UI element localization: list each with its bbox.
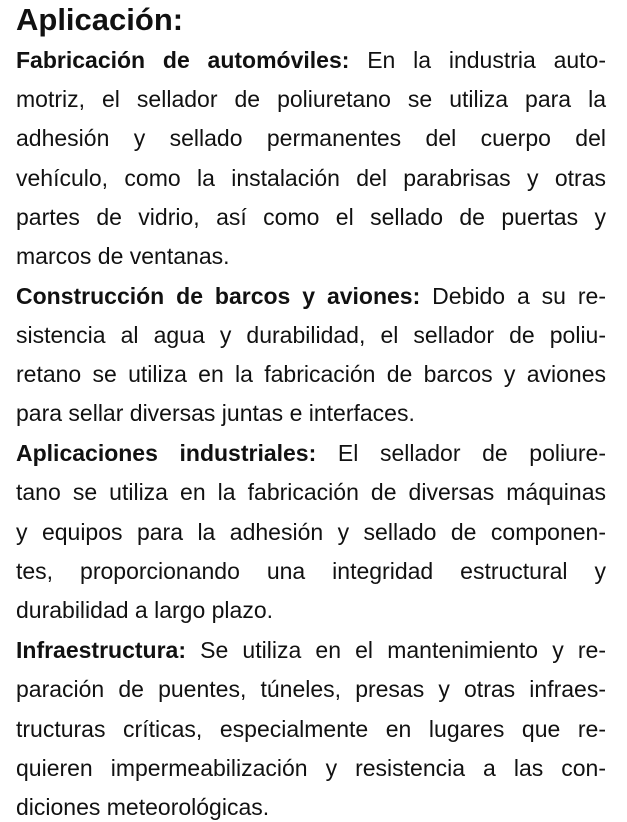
paragraph-line: quieren impermeabilización y resistencia a las con-	[16, 755, 606, 781]
paragraph-line	[16, 433, 606, 473]
line-text: En la industria auto-	[349, 47, 606, 73]
line-text: El sellador de poliure-	[316, 440, 607, 466]
line-text: Debido a su re-	[420, 283, 606, 309]
paragraph-line: retano se utiliza en la fabricación de barcos y aviones	[16, 361, 606, 387]
paragraph-line: partes de vidrio, así como el sellado de puertas y	[16, 204, 606, 230]
page-title: Aplicación:	[16, 2, 184, 37]
paragraph-line: tructuras críticas, especialmente en lugares que re-	[16, 716, 606, 742]
section-term: Fabricación de automóviles:	[16, 47, 350, 73]
paragraph-line: paración de puentes, túneles, presas y otras infraes-	[16, 676, 606, 702]
line-text: Se utiliza en el mantenimiento y re-	[185, 637, 606, 663]
paragraph-line	[16, 276, 606, 316]
paragraph-line: durabilidad a largo plazo.	[16, 597, 274, 623]
paragraph-line: adhesión y sellado permanentes del cuerpo del	[16, 125, 606, 151]
paragraph-line: tano se utiliza en la fabricación de diversas máquinas	[16, 479, 606, 505]
paragraph-line: sistencia al agua y durabilidad, el sellador de poliu-	[16, 322, 606, 348]
paragraph-line: marcos de ventanas.	[16, 243, 230, 269]
paragraph-line: diciones meteorológicas.	[16, 794, 270, 820]
paragraph-line: motriz, el sellador de poliuretano se utiliza para la	[16, 86, 606, 112]
paragraph-line: para sellar diversas juntas e interfaces.	[16, 400, 415, 426]
paragraph-line	[16, 40, 606, 80]
section-term: Construcción de barcos y aviones:	[16, 283, 421, 309]
paragraph-line: y equipos para la adhesión y sellado de componen-	[16, 519, 606, 545]
paragraph-line: tes, proporcionando una integridad estructural y	[16, 558, 606, 584]
paragraph-line: vehículo, como la instalación del parabrisas y otras	[16, 165, 606, 191]
section-term: Infraestructura:	[16, 637, 186, 663]
paragraph-line	[16, 630, 606, 670]
section-term: Aplicaciones industriales:	[16, 440, 317, 466]
